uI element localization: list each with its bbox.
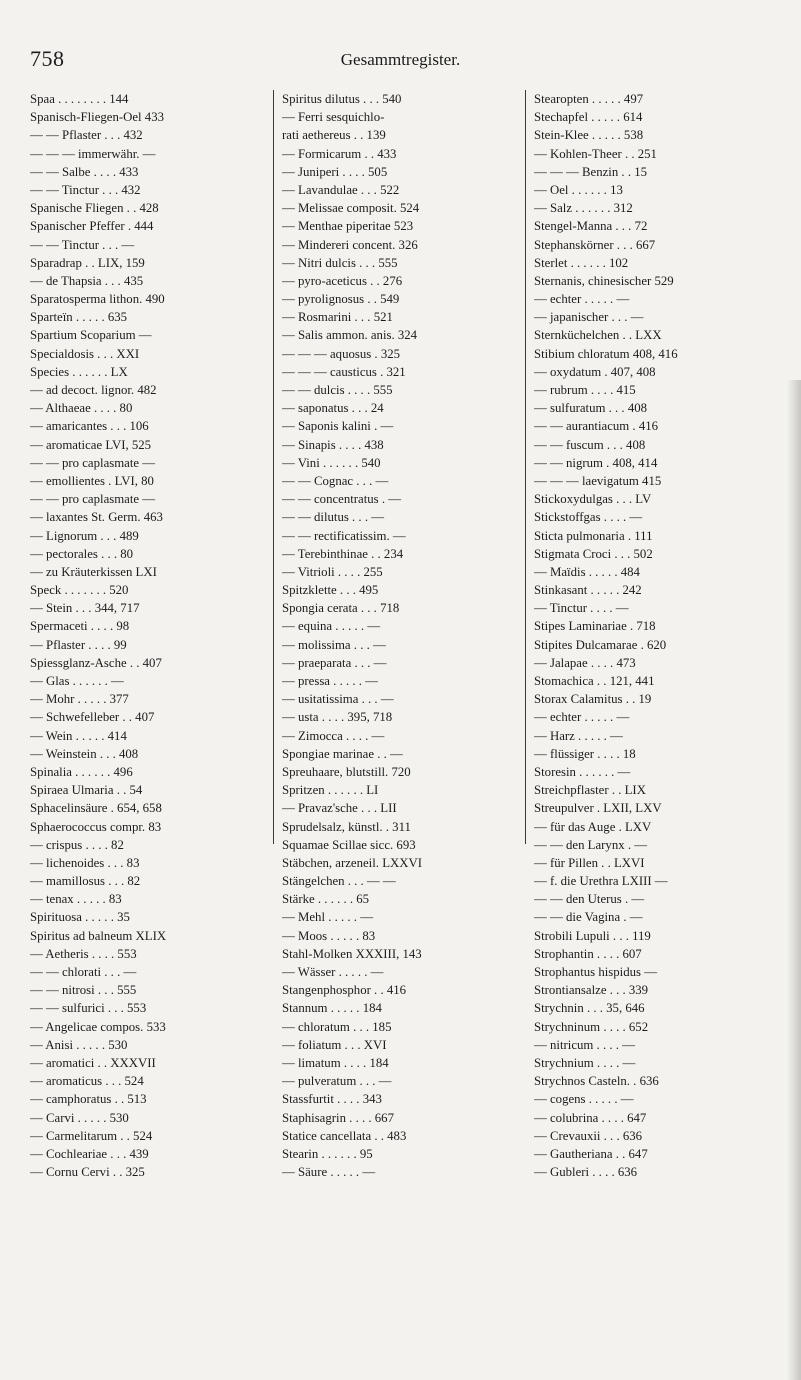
index-entry: Stipes Laminariae . 718 <box>534 619 656 634</box>
index-entry: — tenax . . . . . 83 <box>30 892 122 907</box>
index-entry: — Säure . . . . . — <box>282 1165 376 1180</box>
index-entry: Spanisch-Fliegen-Oel 433 <box>30 110 164 125</box>
index-entry: Sphaerococcus compr. 83 <box>30 819 162 834</box>
index-entry: — — pro caplasmate — <box>30 492 156 507</box>
index-entry: Streupulver . LXII, LXV <box>534 801 662 816</box>
index-entry: Sphacelinsäure . 654, 658 <box>30 801 162 816</box>
column-divider <box>525 90 526 844</box>
index-entry: Sterlet . . . . . . 102 <box>534 255 629 270</box>
index-entry: — Kohlen-Theer . . 251 <box>534 146 657 161</box>
page-number: 758 <box>30 46 65 71</box>
index-entry: — amaricantes . . . 106 <box>30 419 149 434</box>
index-entry: Stomachica . . 121, 441 <box>534 674 655 688</box>
index-entry: — Saponis kalini . — <box>282 419 394 434</box>
index-entry: — für das Auge . LXV <box>534 819 652 834</box>
index-entry: — — pro caplasmate — <box>30 455 156 470</box>
index-entry: — f. die Urethra LXIII — <box>534 874 668 889</box>
index-entry: — — — Benzin . . 15 <box>534 164 648 179</box>
index-entry: — emollientes . LVI, 80 <box>30 473 154 488</box>
index-entry: Speck . . . . . . . 520 <box>30 583 129 598</box>
index-column-2 <box>282 90 512 1180</box>
index-entry: — pectorales . . . 80 <box>30 546 134 561</box>
index-entry: Stahl-Molken XXXIII, 143 <box>282 946 422 961</box>
index-entry: Spiritus dilutus . . . 540 <box>282 92 402 106</box>
index-entry: Sprudelsalz, künstl. . 311 <box>282 819 411 834</box>
index-entry: Spanische Fliegen . . 428 <box>30 201 159 216</box>
index-entry: — pyrolignosus . . 549 <box>282 292 400 307</box>
index-entry: Stephanskörner . . . 667 <box>534 237 656 252</box>
index-entry: — Formicarum . . 433 <box>282 146 397 161</box>
index-entry: Stassfurtit . . . . 343 <box>282 1092 382 1107</box>
index-entry: Sternküchelchen . . LXX <box>534 328 662 343</box>
index-entry: — nitricum . . . . — <box>534 1037 635 1052</box>
index-entry: — laxantes St. Germ. 463 <box>30 510 163 525</box>
index-entry: — — — causticus . 321 <box>282 364 406 379</box>
index-entry: — Harz . . . . . — <box>534 728 623 743</box>
index-entry: — — aurantiacum . 416 <box>534 419 659 434</box>
index-entry: — Wässer . . . . . — <box>282 965 384 979</box>
index-entry: — — — laevigatum 415 <box>534 473 662 488</box>
index-entry: — — nitrosi . . . 555 <box>30 983 137 998</box>
index-entry: — pyro-aceticus . . 276 <box>282 273 403 288</box>
index-entry: Storax Calamitus . . 19 <box>534 692 652 707</box>
index-entry: — Weinstein . . . 408 <box>30 746 139 761</box>
index-entry: — Schwefelleber . . 407 <box>30 710 155 725</box>
index-entry: — Salz . . . . . . 312 <box>534 201 633 216</box>
index-entry: — Menthae piperitae 523 <box>282 219 414 234</box>
index-entry: Stein-Klee . . . . . 538 <box>534 128 644 143</box>
index-entry: Staphisagrin . . . . 667 <box>282 1110 394 1125</box>
index-entry: — — Cognac . . . — <box>282 473 389 488</box>
index-entry: — Glas . . . . . . — <box>30 674 124 688</box>
index-entry: Spongiae marinae . . — <box>282 746 403 761</box>
index-entry: — lichenoides . . . 83 <box>30 855 140 870</box>
index-entry: — flüssiger . . . . 18 <box>534 746 636 761</box>
index-entry: — Mehl . . . . . — <box>282 910 373 925</box>
index-entry: — Moos . . . . . 83 <box>282 928 376 943</box>
index-entry: — — rectificatissim. — <box>282 528 406 543</box>
index-entry: — — — immerwähr. — <box>30 146 156 161</box>
index-column-3 <box>534 90 771 1180</box>
index-entry: — Wein . . . . . 414 <box>30 728 127 743</box>
index-entry: Stickoxydulgas . . . LV <box>534 492 652 507</box>
index-entry: Stengel-Manna . . . 72 <box>534 219 648 234</box>
index-entry: — Vitrioli . . . . 255 <box>282 564 383 579</box>
index-entry: — pressa . . . . . — <box>282 674 378 688</box>
index-entry: Stärke . . . . . . 65 <box>282 892 370 907</box>
index-entry: Species . . . . . . LX <box>30 364 128 379</box>
index-column-1 <box>30 90 260 1180</box>
index-entry: — Mohr . . . . . 377 <box>30 692 129 707</box>
index-entry: Spitzklette . . . 495 <box>282 583 379 598</box>
index-entry: Strobili Lupuli . . . 119 <box>534 928 651 943</box>
index-entry: — sulfuratum . . . 408 <box>534 401 648 416</box>
index-entry: — — Tinctur . . . — <box>30 237 135 252</box>
index-entry: Strontiansalze . . . 339 <box>534 983 649 998</box>
index-entry: Spiraea Ulmaria . . 54 <box>30 783 143 798</box>
index-entry: Squamae Scillae sicc. 693 <box>282 837 416 852</box>
index-entry: — — concentratus . — <box>282 492 402 507</box>
index-entry: — Nitri dulcis . . . 555 <box>282 255 398 270</box>
index-entry: — usta . . . . 395, 718 <box>282 710 393 725</box>
index-entry: — crispus . . . . 82 <box>30 837 124 852</box>
index-entry: Strychnos Casteln. . 636 <box>534 1074 659 1089</box>
index-entry: Sticta pulmonaria . 111 <box>534 528 653 543</box>
index-entry: Spiritus ad balneum XLIX <box>30 928 167 943</box>
index-entry: Sparteïn . . . . . 635 <box>30 310 128 325</box>
index-entry: Strophantin . . . . 607 <box>534 946 642 961</box>
index-entry: — de Thapsia . . . 435 <box>30 273 144 288</box>
index-columns <box>30 90 771 1180</box>
index-entry: — Juniperi . . . . 505 <box>282 164 388 179</box>
index-entry: — — sulfurici . . . 553 <box>30 1001 147 1016</box>
index-entry: — — Tinctur . . . 432 <box>30 182 141 197</box>
index-entry: — zu Kräuterkissen LXI <box>30 564 157 579</box>
index-entry: — Rosmarini . . . 521 <box>282 310 393 325</box>
index-entry: — — die Vagina . — <box>534 910 643 925</box>
index-entry: Strychnium . . . . — <box>534 1055 636 1070</box>
index-entry: — — — aquosus . 325 <box>282 346 401 361</box>
index-entry: — mamillosus . . . 82 <box>30 874 141 889</box>
index-entry: Strychnin . . . 35, 646 <box>534 1001 645 1016</box>
index-entry: Stinkasant . . . . . 242 <box>534 583 642 598</box>
index-entry: Stearin . . . . . . 95 <box>282 1146 373 1161</box>
index-entry: Stigmata Croci . . . 502 <box>534 546 653 561</box>
index-entry: — — fuscum . . . 408 <box>534 437 646 452</box>
index-entry: — Pflaster . . . . 99 <box>30 637 127 652</box>
index-entry: — Mindereri concent. 326 <box>282 237 418 252</box>
index-entry: — Cornu Cervi . . 325 <box>30 1165 145 1180</box>
index-entry: Spermaceti . . . . 98 <box>30 619 130 634</box>
index-entry: Storesin . . . . . . — <box>534 764 631 779</box>
index-entry: — Carvi . . . . . 530 <box>30 1110 129 1125</box>
index-entry: — — Salbe . . . . 433 <box>30 164 139 179</box>
index-entry: — usitatissima . . . — <box>282 692 394 707</box>
index-entry: Statice cancellata . . 483 <box>282 1128 407 1143</box>
index-entry: rati aethereus . . 139 <box>282 128 386 143</box>
index-entry: — pulveratum . . . — <box>282 1074 392 1089</box>
index-entry: Stechapfel . . . . . 614 <box>534 110 643 125</box>
index-entry: — Anisi . . . . . 530 <box>30 1037 128 1052</box>
index-entry: — Zimocca . . . . — <box>282 728 385 743</box>
index-entry: — Sinapis . . . . 438 <box>282 437 384 452</box>
index-entry: — Tinctur . . . . — <box>534 601 629 616</box>
index-entry: Stannum . . . . . 184 <box>282 1001 382 1016</box>
index-entry: — Pravaz'sche . . . LII <box>282 801 397 816</box>
index-entry: Stibium chloratum 408, 416 <box>534 346 678 361</box>
index-entry: Spanischer Pfeffer . 444 <box>30 219 154 234</box>
index-entry: — Gautheriana . . 647 <box>534 1146 648 1161</box>
index-entry: — Angelicae compos. 533 <box>30 1019 166 1034</box>
running-title: Gesammtregister. <box>340 50 461 69</box>
index-entry: — aromatici . . XXXVII <box>30 1055 156 1070</box>
index-entry: — Salis ammon. anis. 324 <box>282 328 418 343</box>
index-entry: Spreuhaare, blutstill. 720 <box>282 764 411 779</box>
index-entry: — saponatus . . . 24 <box>282 401 384 416</box>
index-entry: — Lavandulae . . . 522 <box>282 182 400 197</box>
index-entry: — aromaticae LVI, 525 <box>30 437 152 452</box>
index-entry: — Maïdis . . . . . 484 <box>534 564 640 579</box>
index-entry: — für Pillen . . LXVI <box>534 855 645 870</box>
index-entry: Spritzen . . . . . . LI <box>282 783 379 798</box>
index-entry: — echter . . . . . — <box>534 710 630 725</box>
index-entry: — Stein . . . 344, 717 <box>30 601 140 616</box>
index-entry: Stangenphosphor . . 416 <box>282 983 407 998</box>
index-entry: Stickstoffgas . . . . — <box>534 510 643 525</box>
column-divider <box>273 90 274 844</box>
index-entry: Stängelchen . . . — — <box>282 874 396 889</box>
index-entry: — — nigrum . 408, 414 <box>534 455 658 470</box>
page-edge-shadow <box>787 380 801 1380</box>
index-entry: Spiessglanz-Asche . . 407 <box>30 655 162 670</box>
index-entry: — equina . . . . . — <box>282 619 381 634</box>
index-entry: — — chlorati . . . — <box>30 965 137 979</box>
index-entry: Sparatosperma lithon. 490 <box>30 292 165 307</box>
index-entry: Strychninum . . . . 652 <box>534 1019 649 1034</box>
index-entry: Stipites Dulcamarae . 620 <box>534 637 667 652</box>
index-entry: Spongia cerata . . . 718 <box>282 601 400 616</box>
index-entry: Spirituosa . . . . . 35 <box>30 910 130 925</box>
index-entry: Spaa . . . . . . . . 144 <box>30 92 129 106</box>
index-entry: — — dilutus . . . — <box>282 510 385 525</box>
index-entry: Sternanis, chinesischer 529 <box>534 273 674 288</box>
index-entry: Streichpflaster . . LIX <box>534 783 646 798</box>
index-entry: — — den Larynx . — <box>534 837 648 852</box>
index-entry: Sparadrap . . LIX, 159 <box>30 255 145 270</box>
index-entry: — Aetheris . . . . 553 <box>30 946 137 961</box>
index-entry: — oxydatum . 407, 408 <box>534 364 656 379</box>
index-entry: — Carmelitarum . . 524 <box>30 1128 153 1143</box>
index-entry: Spinalia . . . . . . 496 <box>30 764 133 779</box>
index-entry: Stearopten . . . . . 497 <box>534 92 644 106</box>
index-entry: — Jalapae . . . . 473 <box>534 655 636 670</box>
index-entry: — Vini . . . . . . 540 <box>282 455 381 470</box>
index-entry: — cogens . . . . . — <box>534 1092 634 1107</box>
index-entry: — echter . . . . . — <box>534 292 630 307</box>
index-entry: Specialdosis . . . XXI <box>30 346 140 361</box>
index-entry: — — den Uterus . — <box>534 892 645 907</box>
index-entry: Strophantus hispidus — <box>534 965 658 979</box>
index-entry: — Gubleri . . . . 636 <box>534 1165 638 1180</box>
index-entry: — japanischer . . . — <box>534 310 644 325</box>
index-entry: — rubrum . . . . 415 <box>534 383 636 397</box>
index-entry: — — Pflaster . . . 432 <box>30 128 143 143</box>
index-entry: — Althaeae . . . . 80 <box>30 401 133 416</box>
index-entry: — Crevauxii . . . 636 <box>534 1128 643 1143</box>
index-entry: — Melissae composit. 524 <box>282 201 420 216</box>
index-entry: — colubrina . . . . 647 <box>534 1110 647 1125</box>
index-entry: Stäbchen, arzeneil. LXXVI <box>282 855 422 870</box>
index-entry: — camphoratus . . 513 <box>30 1092 147 1107</box>
index-entry: — limatum . . . . 184 <box>282 1055 389 1070</box>
index-entry: — — dulcis . . . . 555 <box>282 383 393 397</box>
index-entry: — Terebinthinae . . 234 <box>282 546 404 561</box>
index-entry: — ad decoct. lignor. 482 <box>30 383 157 397</box>
index-entry: — molissima . . . — <box>282 637 386 652</box>
index-entry: Spartium Scoparium — <box>30 328 152 343</box>
index-entry: — Ferri sesquichlo- <box>282 110 385 125</box>
index-entry: — foliatum . . . XVI <box>282 1037 387 1052</box>
index-entry: — Cochleariae . . . 439 <box>30 1146 149 1161</box>
index-entry: — praeparata . . . — <box>282 655 387 670</box>
index-entry: — aromaticus . . . 524 <box>30 1074 144 1089</box>
index-entry: — Oel . . . . . . 13 <box>534 182 623 197</box>
index-entry: — Lignorum . . . 489 <box>30 528 139 543</box>
index-entry: — chloratum . . . 185 <box>282 1019 392 1034</box>
